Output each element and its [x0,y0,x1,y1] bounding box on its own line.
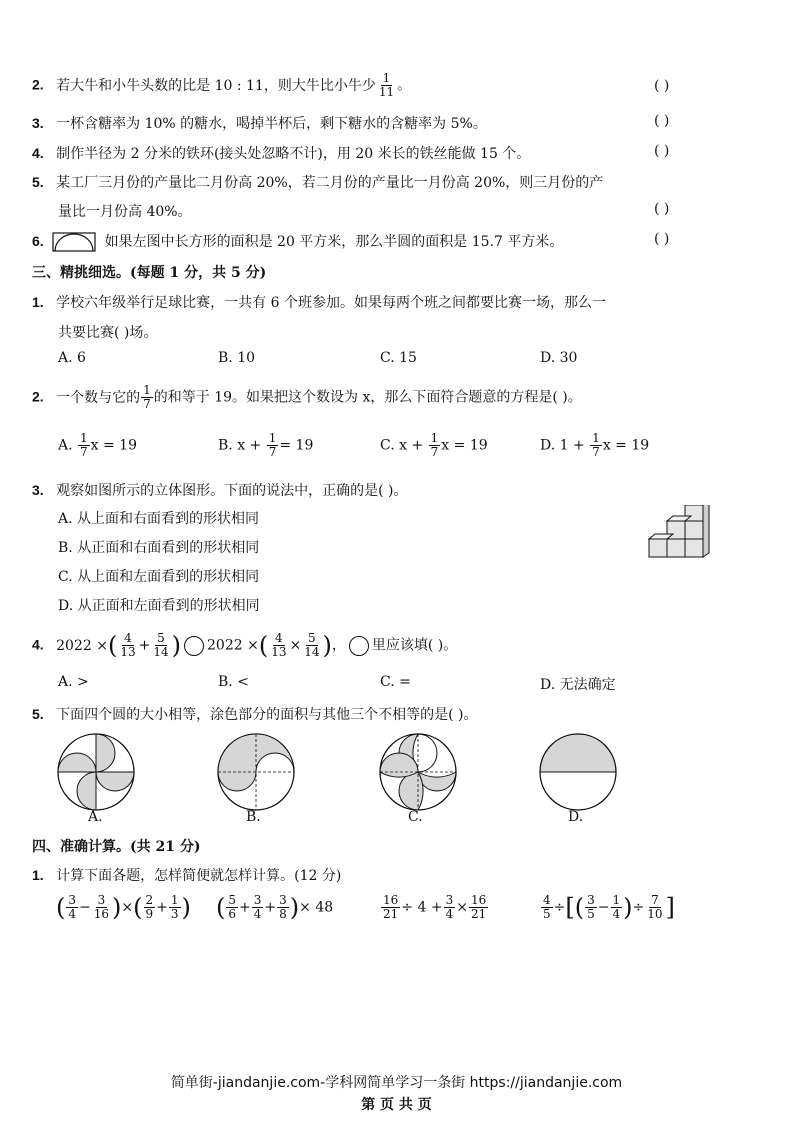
option-d[interactable]: D. 从正面和左面看到的形状相同 [58,598,260,614]
option-b[interactable]: B. x + $\frac{1}{7}$ = 19 [218,431,314,459]
circle-figure-b [214,730,298,814]
option-c[interactable]: C. 15 [380,350,417,366]
option-a[interactable]: A. $\frac{1}{7}$ x = 19 [58,431,137,459]
option-d[interactable]: D. 1 + $\frac{1}{7}$ x = 19 [540,431,650,459]
option-b[interactable]: B. [246,809,261,825]
circle-figure-a [54,730,138,814]
option-b[interactable]: B. 从正面和右面看到的形状相同 [58,540,260,556]
option-b[interactable]: B. < [218,674,249,690]
circle-figure-d [536,730,620,814]
section3-title: 三、精挑细选。(每题 1 分，共 5 分) [32,265,267,281]
answer-paren[interactable]: ( ) [654,78,670,94]
answer-paren[interactable]: ( ) [654,113,670,129]
footer-page: 第 页 共 页 [361,1097,432,1113]
s3-q4: 4. 2022 ×( $\frac{4}{13}$ + $\frac{5}{14}$ ) 2022 ×( $\frac{4}{13}$ × $\frac{5}{14}$ )， 里应该填( )。 [32,631,458,660]
semicircle-rect-figure [52,232,96,252]
judge-q6: 6. 如果左图中长方形的面积是 20 平方米，那么半圆的面积是 15.7 平方米。 [32,233,564,250]
option-b[interactable]: B. 10 [218,350,256,366]
judge-q5-line2: 量比一月份高 40%。 [58,204,192,220]
s3-q1-line2: 共要比赛( )场。 [58,325,158,341]
option-c[interactable]: C. = [380,674,411,690]
option-c[interactable]: C. [408,809,423,825]
fraction: $\frac{1}{11}$ [378,71,395,99]
cube-figure [645,505,715,561]
option-d[interactable]: D. [568,809,584,825]
s3-q5: 5. 下面四个圆的大小相等，涂色部分的面积与其他三个不相等的是( )。 [32,706,478,723]
option-a[interactable]: A. 从上面和右面看到的形状相同 [58,511,260,527]
option-a[interactable]: A. 6 [58,350,86,366]
judge-q5: 5. 某工厂三月份的产量比二月份高 20%，若二月份的产量比一月份高 20%，则三月份的产 [32,174,604,191]
circle-figure-c [376,730,460,814]
option-c[interactable]: C. 从上面和左面看到的形状相同 [58,569,260,585]
s3-q3: 3. 观察如图所示的立体图形。下面的说法中，正确的是( )。 [32,482,408,499]
answer-paren[interactable]: ( ) [654,231,670,247]
calc-expression-1: ( $\frac{3}{4}$ − $\frac{3}{16}$ )×( $\frac{2}{9}$ + $\frac{1}{3}$ ) [56,893,191,922]
circle-symbol [349,636,369,656]
calc-expression-4: $\frac{4}{5}$ ÷[( $\frac{3}{5}$ − $\frac{1}{4}$ )÷ $\frac{7}{10}$ ] [543,893,675,922]
answer-paren[interactable]: ( ) [654,201,670,217]
answer-paren[interactable]: ( ) [654,143,670,159]
judge-q4: 4. 制作半径为 2 分米的铁环(接头处忽略不计)，用 20 米长的铁丝能做 15 个。 [32,145,531,162]
s3-q2: 2. 一个数与它的 $\frac{1}{7}$ 的和等于 19。如果把这个数设为 x，那么下面符合题意的方程是( )。 [32,383,582,411]
section4-title: 四、准确计算。(共 21 分) [32,839,201,855]
option-c[interactable]: C. x + $\frac{1}{7}$ x = 19 [380,431,488,459]
option-a[interactable]: A. [88,809,103,825]
option-a[interactable]: A. > [58,674,89,690]
answer-circle[interactable] [184,636,204,656]
option-d[interactable]: D. 30 [540,350,578,366]
option-d[interactable]: D. 无法确定 [540,677,616,693]
calc-expression-2: ( $\frac{5}{6}$ + $\frac{3}{4}$ + $\frac{3}{8}$ )× 48 [216,893,334,922]
judge-q2: 2. 若大牛和小牛头数的比是 10 : 11，则大牛比小牛少 $\frac{1}{11}$ 。 [32,71,412,99]
calc-expression-3: $\frac{16}{21}$ ÷ 4 + $\frac{3}{4}$ × $\frac{16}{21}$ [383,893,487,921]
footer-site: 简单街-jiandanjie.com-学科网简单学习一条街 https://jiandanjie.com [170,1075,623,1091]
judge-q3: 3. 一杯含糖率为 10% 的糖水，喝掉半杯后，剩下糖水的含糖率为 5%。 [32,115,487,132]
s4-q1: 1. 计算下面各题，怎样简便就怎样计算。(12 分) [32,867,342,884]
s3-q1: 1. 学校六年级举行足球比赛，一共有 6 个班参加。如果每两个班之间都要比赛一场，那么一 [32,294,606,311]
